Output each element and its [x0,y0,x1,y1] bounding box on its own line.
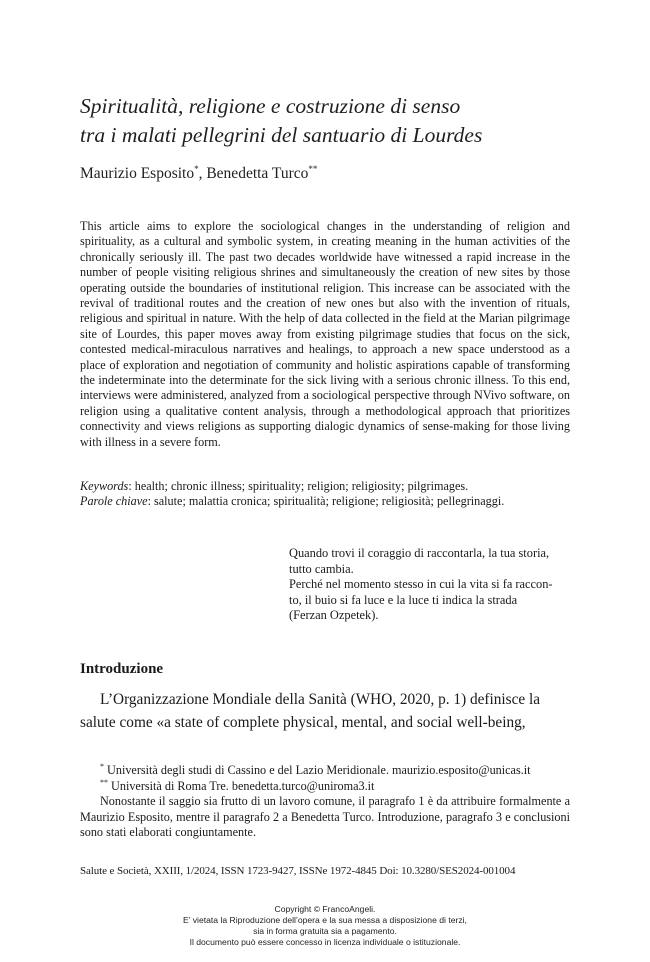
keywords-text: : health; chronic illness; spirituality; religion; religiosity; pilgrimages. [128,479,469,493]
epigraph [289,546,572,624]
footnote-1 [80,763,570,779]
article-title-line-2: tra i malati pellegrini del santuario di Lourdes [80,123,483,147]
abstract: This article aims to explore the sociological changes in the understanding of religion and spirituality, as a cultural and symbolic system, in creating meaning in the human activities of the chronically seriously ill. The past two decades worldwide have witnessed a rapid increase in the number of people visiting religious shrines and simultaneously the creation of new sites by those operating outside the boundaries of institutional religion. This increase can be associated with the revival of traditional routes and the creation of new ones but also with the invention of rituals, religious and spiritual in nature. With the help of data collected in the field at the Marian pilgrimage site of Lourdes, this paper moves away from existing pilgrimage studies that focus on the sick, contested medical-miraculous narratives and healings, to approach a new space understood as a place of exploration and negotiation of community and holistic aspirations capable of transforming the indeterminate into the determinate for the sick living with a serious chronic illness. To this end, interviews were administered, analyzed from a sociological perspective through NVivo software, on religion using a qualitative content analysis, through a methodological approach that prioritizes connectivity and views religions as supporting dialogic dynamics of sense-making for those living with illness in a severe form. [80,219,570,449]
intro-line: L’Organizzazione Mondiale della Sanità (WHO, 2020, p. 1) definisce la [100,691,541,708]
epigraph-line: tutto cambia. [289,561,354,576]
footnote-marker: * [194,164,199,174]
copyright-line: sia in forma gratuita sia a pagamento. [253,926,397,936]
footnote-marker: ** [308,164,318,174]
author-separator: , [198,165,207,182]
journal-citation: Salute e Società, XXIII, 1/2024, ISSN 1723-9427, ISSNe 1972-4845 Doi: 10.3280/SES2024-001004 [80,865,516,877]
footnote-text: Università di Roma Tre. benedetta.turco@uniroma3.it [108,778,375,793]
keywords-italian [80,494,570,509]
section-heading: Introduzione [80,661,164,677]
copyright-line: E’ vietata la Riproduzione dell’opera e la sua messa a disposizione di terzi, [183,915,467,925]
footnote-marker: * [100,762,104,771]
epigraph-line: to, il buio si fa luce e la luce ti indica la strada [289,592,518,607]
footnote-marker: ** [100,777,108,787]
intro-line: salute come «a state of complete physical, mental, and social well-being, [80,714,526,731]
copyright-line: Il documento può essere concesso in licenza individuale o istituzionale. [189,937,461,947]
epigraph-line: Quando trovi il coraggio di raccontarla, la tua storia, [289,546,550,560]
keywords-label: Parole chiave [80,494,148,509]
author-name: Maurizio Esposito [80,165,195,182]
copyright-notice [90,904,560,948]
article-title [80,92,580,150]
epigraph-attribution: (Ferzan Ozpetek). [289,608,379,623]
author-name: Benedetta Turco [206,165,309,182]
intro-paragraph [80,688,570,734]
epigraph-line: Perché nel momento stesso in cui la vita si fa raccon- [289,577,553,592]
keywords-block [80,479,570,510]
footnotes [80,763,570,841]
article-title-line-1: Spiritualità, religione e costruzione di senso [80,94,461,118]
footnote-authorship-note: Nonostante il saggio sia frutto di un lavoro comune, il paragrafo 1 è da attribuire formalmente a Maurizio Esposito, mentre il paragrafo 2 a Benedetta Turco. Introduzione, paragrafo 3 e conclusioni sono stati elaborati congiuntamente. [80,794,570,840]
keywords-label: Keywords [80,479,129,493]
copyright-line: Copyright © FrancoAngeli. [274,904,376,914]
keywords-english [80,479,570,494]
keywords-text: : salute; malattia cronica; spiritualità; religione; religiosità; pellegrinaggi. [147,494,505,509]
footnote-text: Università degli studi di Cassino e del Lazio Meridionale. maurizio.esposito@unicas.it [104,763,531,777]
author-line [80,164,317,184]
footnote-2 [80,779,570,795]
